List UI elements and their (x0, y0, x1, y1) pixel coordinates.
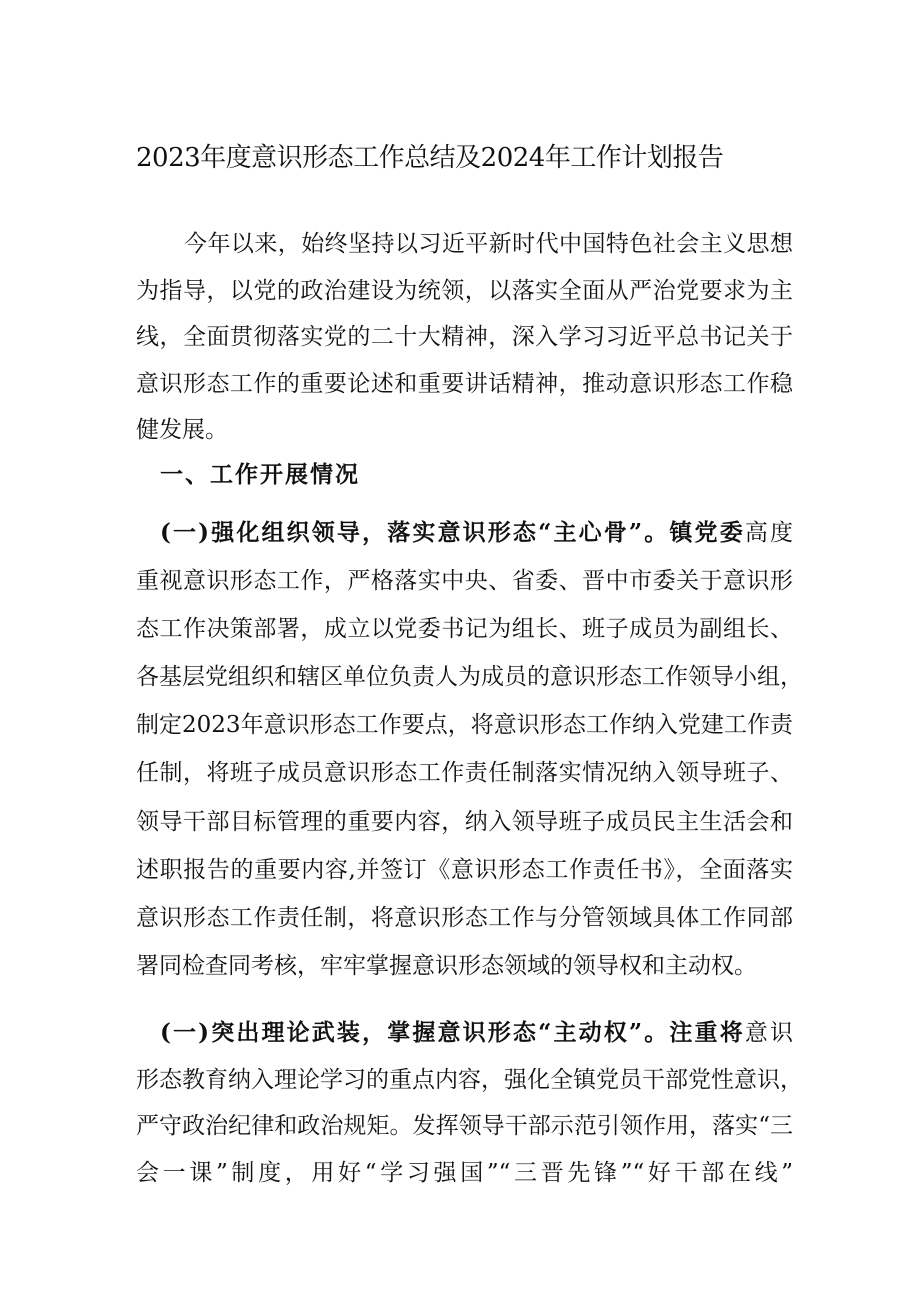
item1-lead: (一)强化组织领导，落实意识形态“主心骨”。镇党委 (160, 519, 745, 546)
text-line: 各基层党组织和辖区单位负责人为成员的意识形态工作领导小组， (136, 664, 803, 691)
section-heading: 一、工作开展情况 (160, 461, 360, 488)
text-line: 重视意识形态工作，严格落实中央、省委、晋中市委关于意识形 (136, 568, 793, 595)
text-line: 意识形态工作责任制，将意识形态工作与分管领域具体工作同部 (136, 904, 793, 931)
text-line: 任制，将班子成员意识形态工作责任制落实情况纳入领导班子、 (136, 760, 793, 787)
text-line: 态工作决策部署，成立以党委书记为组长、班子成员为副组长、 (136, 616, 793, 643)
item1-paragraph (136, 509, 803, 990)
text-line (136, 509, 793, 557)
text-line: 领导干部目标管理的重要内容，纳入领导班子成员民主生活会和 (136, 808, 793, 835)
text-line: 意识形态工作的重要论述和重要讲话精神，推动意识形态工作稳 (136, 370, 793, 397)
text-line: 今年以来，始终坚持以习近平新时代中国特色社会主义思想 (184, 231, 793, 257)
item2-lead: (一)突出理论武装，掌握意识形态“主动权”。注重将 (160, 1019, 745, 1046)
text-line (136, 1010, 793, 1057)
text-line: 形态教育纳入理论学习的重点内容，强化全镇党员干部党性意识， (136, 1066, 803, 1093)
text-line: 健发展。 (136, 417, 228, 443)
intro-paragraph (136, 221, 793, 454)
text-line: 制定2023年意识形态工作要点，将意识形态工作纳入党建工作责 (136, 712, 793, 739)
document-title: 2023年度意识形态工作总结及2024年工作计划报告 (136, 143, 724, 173)
item1-lead-rest: 高度 (744, 520, 794, 546)
text-line: 为指导，以党的政治建设为统领，以落实全面从严治党要求为主 (136, 277, 793, 304)
item2-lead-rest: 意识 (744, 1020, 794, 1046)
text-line: 严守政治纪律和政治规矩。发挥领导干部示范引领作用，落实“三 (136, 1113, 793, 1139)
text-line: 署同检查同考核，牢牢掌握意识形态领域的领导权和主动权。 (136, 952, 757, 979)
text-line: 会一课”制度，用好“学习强国”“三晋先锋”“好干部在线” (136, 1159, 793, 1186)
text-line: 述职报告的重要内容,并签订《意识形态工作责任书》，全面落实 (136, 856, 793, 883)
item2-paragraph (136, 1010, 803, 1196)
text-line: 线，全面贯彻落实党的二十大精神，深入学习习近平总书记关于 (136, 324, 793, 350)
